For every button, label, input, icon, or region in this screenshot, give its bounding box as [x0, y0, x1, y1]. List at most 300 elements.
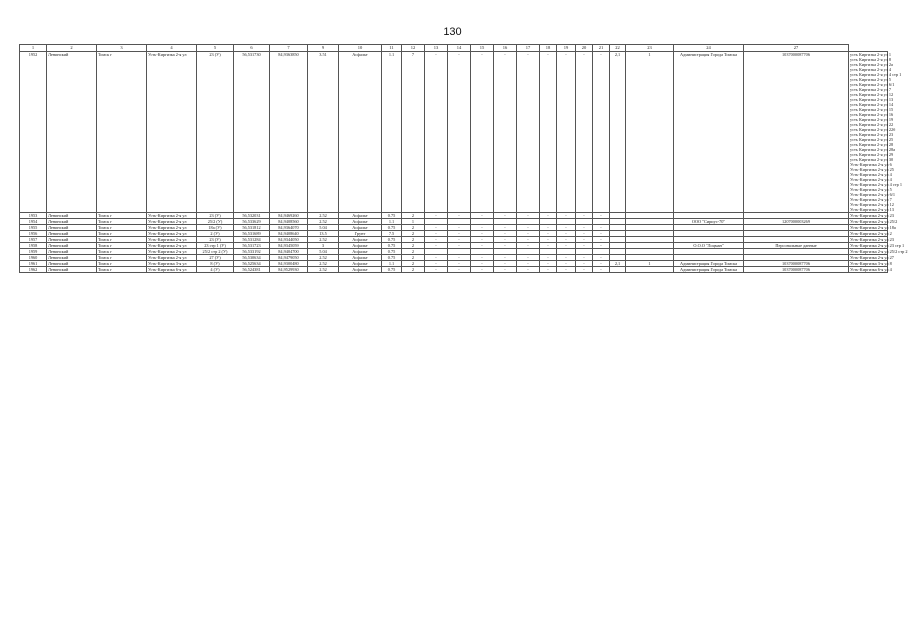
served-addresses-cell: [849, 219, 898, 225]
district-cell: Ленинский: [47, 261, 97, 267]
street-cell: Усть-Киргизка 2-я ул: [147, 249, 197, 255]
house-cell: 4 (У): [197, 267, 234, 273]
dash-cell: -: [471, 52, 494, 213]
dash-cell: -: [494, 237, 517, 243]
district-cell: Ленинский: [47, 225, 97, 231]
surface-cell: Асфальт: [339, 249, 382, 255]
dash-cell: -: [448, 231, 471, 237]
dash-cell: -: [576, 231, 593, 237]
latitude-cell: 56,531812: [234, 225, 270, 231]
table-body: [20, 52, 908, 273]
volume-cell: 2,1: [610, 52, 626, 213]
owner-ogrn-cell: 1037000087706: [744, 52, 849, 213]
longitude-cell: 84,9469260: [270, 213, 308, 219]
dash-cell: -: [471, 261, 494, 267]
container-volume-cell: 0.75: [382, 267, 402, 273]
row-number-cell: 1962: [20, 267, 47, 273]
dash-cell: -: [593, 231, 610, 237]
container-volume-cell: 0.75: [382, 255, 402, 261]
dash-cell: -: [471, 243, 494, 249]
table-row: [20, 52, 888, 213]
container-volume-cell: 1.1: [382, 261, 402, 267]
district-cell: Ленинский: [47, 231, 97, 237]
street-cell: Усть-Киргизка 6-я ул: [147, 267, 197, 273]
house-cell: 18а (У): [197, 225, 234, 231]
dash-cell: -: [425, 225, 448, 231]
latitude-cell: 56,533192: [234, 249, 270, 255]
served-address: усть Киргизка 2-я ул 13: [850, 97, 894, 102]
locality-cell: Томск г: [97, 249, 147, 255]
column-header: 19: [557, 45, 576, 52]
longitude-cell: 84,9363850: [270, 52, 308, 213]
dash-cell: -: [593, 267, 610, 273]
dash-cell: -: [557, 237, 576, 243]
street-cell: Усть-Киргизка 3-я ул: [147, 261, 197, 267]
volume-cell: [610, 267, 626, 273]
served-address: Усть-Киргизка 2-я ул 12: [850, 202, 894, 207]
house-cell: 23 (У): [197, 213, 234, 219]
register-table-container: [19, 44, 908, 273]
count-cell: 1: [626, 261, 674, 267]
row-number-cell: 1956: [20, 231, 47, 237]
dash-cell: -: [425, 231, 448, 237]
served-address: усть Киргизка 2-я ул 23: [850, 132, 894, 137]
dash-cell: -: [576, 213, 593, 219]
dash-cell: -: [494, 231, 517, 237]
house-cell: 23 стр 1 (У): [197, 243, 234, 249]
dash-cell: -: [576, 225, 593, 231]
area-cell: 3.51: [308, 52, 339, 213]
street-cell: Усть-Киргизка 2-я ул: [147, 243, 197, 249]
container-volume-cell: 1.1: [382, 52, 402, 213]
dash-cell: -: [517, 225, 540, 231]
served-address: усть Киргизка 2-я ул 22б: [850, 127, 896, 132]
longitude-cell: 84,9364070: [270, 225, 308, 231]
owner-name-cell: О.О.О "Лоцман": [674, 243, 744, 249]
container-count-cell: 2: [402, 243, 425, 249]
served-address: Усть-Киргизка 2-я ул 6: [850, 162, 892, 167]
row-number-cell: 1953: [20, 213, 47, 219]
served-addresses-cell: [849, 255, 894, 261]
street-cell: Усть-Киргизка 2-я ул: [147, 52, 197, 213]
house-cell: 27 (У): [197, 255, 234, 261]
owner-name-cell: Администрация Города Томска: [674, 52, 744, 213]
area-cell: 2.52: [308, 261, 339, 267]
area-cell: 2.52: [308, 267, 339, 273]
dash-cell: -: [471, 225, 494, 231]
dash-cell: -: [517, 213, 540, 219]
container-count-cell: 7: [402, 52, 425, 213]
dash-cell: -: [540, 213, 557, 219]
district-cell: Ленинский: [47, 255, 97, 261]
served-address: Усть-Киргизка 2-я ул 6/1: [850, 192, 896, 197]
locality-cell: Томск г: [97, 225, 147, 231]
house-cell: 25/2 (У): [197, 219, 234, 225]
page-number: 130: [443, 26, 462, 38]
dash-cell: -: [494, 52, 517, 213]
served-addresses-cell: [849, 261, 892, 267]
served-address: Усть-Киргизка 2-я ул 23 стр 1: [850, 243, 905, 248]
row-number-cell: 1958: [20, 243, 47, 249]
dash-cell: -: [448, 255, 471, 261]
served-address: усть Киргизка 2-я ул 19: [850, 117, 894, 122]
locality-cell: Томск г: [97, 52, 147, 213]
latitude-cell: 56,525634: [234, 261, 270, 267]
dash-cell: -: [557, 267, 576, 273]
surface-cell: Асфальт: [339, 255, 382, 261]
latitude-cell: 56,530634: [234, 255, 270, 261]
dash-cell: -: [593, 255, 610, 261]
dash-cell: -: [517, 243, 540, 249]
dash-cell: -: [540, 243, 557, 249]
area-cell: 2.52: [308, 237, 339, 243]
served-addresses-cell: [849, 237, 894, 243]
register-table: [19, 44, 908, 273]
served-addresses-cell: [849, 231, 892, 237]
column-header: 16: [494, 45, 517, 52]
served-address: Усть-Киргизка 2-я ул 23: [850, 213, 894, 218]
served-address: усть Киргизка 2-я ул 16: [850, 112, 894, 117]
area-cell: 5.04: [308, 225, 339, 231]
house-cell: 25/2 стр 2 (У): [197, 249, 234, 255]
served-address: усть Киргизка 2-я ул 29: [850, 152, 894, 157]
count-cell: 1: [626, 52, 674, 213]
owner-name-cell: Администрация Города Томска: [674, 261, 744, 267]
column-header: 13: [425, 45, 448, 52]
longitude-cell: 84,9345059: [270, 243, 308, 249]
latitude-cell: 56,531689: [234, 231, 270, 237]
container-count-cell: 2: [402, 237, 425, 243]
surface-cell: Асфальт: [339, 219, 382, 225]
dash-cell: -: [576, 255, 593, 261]
dash-cell: -: [471, 237, 494, 243]
district-cell: Ленинский: [47, 243, 97, 249]
longitude-cell: 84,9300480: [270, 261, 308, 267]
locality-cell: Томск г: [97, 213, 147, 219]
column-header: 9: [308, 45, 339, 52]
row-number-cell: 1955: [20, 225, 47, 231]
dash-cell: -: [557, 243, 576, 249]
served-addresses-cell: [849, 52, 903, 213]
dash-cell: -: [448, 261, 471, 267]
dash-cell: -: [593, 261, 610, 267]
dash-cell: -: [593, 213, 610, 219]
volume-cell: 2,1: [610, 261, 626, 267]
column-header: 7: [270, 45, 308, 52]
longitude-cell: 84,9479050: [270, 255, 308, 261]
dash-cell: -: [540, 225, 557, 231]
served-address: усть Киргизка 2-я ул 25: [850, 137, 894, 142]
locality-cell: Томск г: [97, 261, 147, 267]
served-address: Усть-Киргизка 2-я ул 25/2: [850, 219, 898, 224]
dash-cell: -: [576, 237, 593, 243]
served-address: Усть-Киргизка 2-я ул 4: [850, 172, 892, 177]
served-address: Усть-Киргизка 3-я ул 8: [850, 261, 892, 266]
dash-cell: -: [576, 267, 593, 273]
column-header: 21: [593, 45, 610, 52]
area-cell: 13.5: [308, 231, 339, 237]
house-cell: 2 (У): [197, 231, 234, 237]
district-cell: Ленинский: [47, 249, 97, 255]
served-address: Усть-Киргизка 2-я ул 27: [850, 255, 894, 260]
container-count-cell: 1: [402, 219, 425, 225]
district-cell: Ленинский: [47, 267, 97, 273]
latitude-cell: 56,524381: [234, 267, 270, 273]
served-address: усть Киргизка 2-я ул 7: [850, 87, 892, 92]
served-address: Усть-Киргизка 2-я ул 25/2 стр 2: [850, 249, 908, 254]
served-address: усть Киргизка 2-я ул 6/1: [850, 82, 895, 87]
dash-cell: -: [593, 52, 610, 213]
column-header: 4: [147, 45, 197, 52]
area-cell: 2.52: [308, 255, 339, 261]
column-header: 6: [234, 45, 270, 52]
dash-cell: -: [494, 267, 517, 273]
column-header: 15: [471, 45, 494, 52]
house-cell: 23 (У): [197, 237, 234, 243]
container-count-cell: 2: [402, 255, 425, 261]
surface-cell: Асфальт: [339, 243, 382, 249]
served-address: усть Киргизка 2-я ул 28а: [850, 147, 896, 152]
served-address: усть Киргизка 2-я ул 4: [850, 67, 892, 72]
dash-cell: -: [593, 243, 610, 249]
surface-cell: Асфальт: [339, 267, 382, 273]
dash-cell: -: [557, 261, 576, 267]
column-header: 24: [674, 45, 744, 52]
dash-cell: -: [425, 237, 448, 243]
dash-cell: -: [471, 267, 494, 273]
row-number-cell: 1960: [20, 255, 47, 261]
container-volume-cell: 0.75: [382, 225, 402, 231]
dash-cell: -: [540, 52, 557, 213]
served-address: Усть-Киргизка 2-я ул 13: [850, 207, 894, 212]
dash-cell: -: [425, 243, 448, 249]
container-volume-cell: 0.75: [382, 243, 402, 249]
dash-cell: -: [557, 231, 576, 237]
served-address: Усть-Киргизка 2-я ул 5: [850, 187, 892, 192]
served-address: Усть-Киргизка 2-я ул 4: [850, 177, 892, 182]
served-address: Усть-Киргизка 2-я ул 7: [850, 197, 892, 202]
container-volume-cell: 0.75: [382, 237, 402, 243]
dash-cell: -: [425, 213, 448, 219]
locality-cell: Томск г: [97, 255, 147, 261]
table-row: [20, 267, 888, 273]
served-address: Усть-Киргизка 2-я ул 4 стр 1: [850, 182, 903, 187]
dash-cell: -: [425, 255, 448, 261]
dash-cell: -: [517, 255, 540, 261]
longitude-cell: 84,9404700: [270, 249, 308, 255]
container-count-cell: 2: [402, 261, 425, 267]
district-cell: Ленинский: [47, 237, 97, 243]
owner-ogrn-cell: 1037000087706: [744, 267, 849, 273]
dash-cell: -: [557, 225, 576, 231]
dash-cell: -: [448, 52, 471, 213]
locality-cell: Томск г: [97, 267, 147, 273]
longitude-cell: 84,9408560: [270, 219, 308, 225]
column-header: 18: [540, 45, 557, 52]
street-cell: Усть-Киргизка 2-я ул: [147, 213, 197, 219]
dash-cell: -: [448, 213, 471, 219]
surface-cell: Асфальт: [339, 213, 382, 219]
owner-name-cell: ООО "Сириус-70": [674, 219, 744, 225]
street-cell: Усть-Киргизка 2-я ул: [147, 255, 197, 261]
column-header: 12: [402, 45, 425, 52]
dash-cell: -: [425, 267, 448, 273]
dash-cell: -: [576, 261, 593, 267]
served-address: усть Киргизка 2-я ул 8: [850, 57, 892, 62]
container-volume-cell: 1.1: [382, 219, 402, 225]
street-cell: Усть-Киргизка 2-я ул: [147, 237, 197, 243]
served-address: усть Киргизка 2-я ул 30: [850, 157, 894, 162]
served-address: усть Киргизка 2-я ул 2а: [850, 62, 893, 67]
dash-cell: -: [471, 231, 494, 237]
served-addresses-cell: [849, 213, 894, 219]
dash-cell: -: [593, 237, 610, 243]
house-cell: 23 (У): [197, 52, 234, 213]
latitude-cell: 56,532031: [234, 213, 270, 219]
row-number-cell: 1961: [20, 261, 47, 267]
dash-cell: -: [540, 231, 557, 237]
served-address: усть Киргизка 2-я ул 14: [850, 102, 894, 107]
served-addresses-cell: [849, 267, 892, 273]
served-addresses-cell: [849, 225, 896, 231]
container-count-cell: 2: [402, 231, 425, 237]
served-address: усть Киргизка 2-я ул 22: [850, 122, 894, 127]
served-address: усть Киргизка 2-я ул 5: [850, 77, 892, 82]
locality-cell: Томск г: [97, 243, 147, 249]
street-cell: Усть-Киргизка 2-я ул: [147, 219, 197, 225]
dash-cell: -: [494, 213, 517, 219]
container-volume-cell: 0.75: [382, 213, 402, 219]
latitude-cell: 56,533629: [234, 219, 270, 225]
surface-cell: Асфальт: [339, 225, 382, 231]
served-address: усть Киргизка 2-я ул 28: [850, 142, 894, 147]
container-count-cell: 2: [402, 267, 425, 273]
dash-cell: -: [557, 255, 576, 261]
dash-cell: -: [448, 225, 471, 231]
dash-cell: -: [517, 52, 540, 213]
column-header: 14: [448, 45, 471, 52]
column-header: 17: [517, 45, 540, 52]
column-header: 10: [339, 45, 382, 52]
owner-ogrn-cell: 1207000003269: [744, 219, 849, 225]
latitude-cell: 56,531284: [234, 237, 270, 243]
owner-ogrn-cell: Персональные данные: [744, 243, 849, 249]
dash-cell: -: [540, 261, 557, 267]
dash-cell: -: [471, 255, 494, 261]
district-cell: Ленинский: [47, 52, 97, 213]
dash-cell: -: [494, 243, 517, 249]
dash-cell: -: [448, 267, 471, 273]
column-number-row: [20, 45, 888, 52]
area-cell: 3: [308, 243, 339, 249]
container-volume-cell: 0.75: [382, 249, 402, 255]
street-cell: Усть-Киргизка 2-я ул: [147, 225, 197, 231]
longitude-cell: 84,9529930: [270, 267, 308, 273]
dash-cell: -: [517, 237, 540, 243]
container-volume-cell: 7.5: [382, 231, 402, 237]
dash-cell: -: [576, 243, 593, 249]
column-header: 11: [382, 45, 402, 52]
locality-cell: Томск г: [97, 237, 147, 243]
area-cell: 2.52: [308, 219, 339, 225]
dash-cell: -: [448, 243, 471, 249]
row-number-cell: 1954: [20, 219, 47, 225]
dash-cell: -: [593, 225, 610, 231]
column-header: 3: [97, 45, 147, 52]
surface-cell: Асфальт: [339, 237, 382, 243]
dash-cell: -: [557, 52, 576, 213]
dash-cell: -: [517, 267, 540, 273]
row-number-cell: 1957: [20, 237, 47, 243]
column-header: 1: [20, 45, 47, 52]
count-cell: [626, 267, 674, 273]
served-address: усть Киргизка 2-я ул 4 стр 1: [850, 72, 902, 77]
dash-cell: -: [448, 237, 471, 243]
served-address: Усть-Киргизка 2-я ул 18а: [850, 225, 896, 230]
served-addresses-cell: [849, 249, 908, 255]
district-cell: Ленинский: [47, 213, 97, 219]
column-header: 22: [610, 45, 626, 52]
served-address: Усть-Киргизка 2-я ул 23: [850, 237, 894, 242]
row-number-cell: 1959: [20, 249, 47, 255]
column-header: 2: [47, 45, 97, 52]
dash-cell: -: [540, 255, 557, 261]
street-cell: Усть-Киргизка 2-я ул: [147, 231, 197, 237]
latitude-cell: 56,531723: [234, 243, 270, 249]
row-number-cell: 1952: [20, 52, 47, 213]
owner-name-cell: Администрация Города Томска: [674, 267, 744, 273]
surface-cell: Асфальт: [339, 261, 382, 267]
column-header: 23: [626, 45, 674, 52]
house-cell: 8 (У): [197, 261, 234, 267]
dash-cell: -: [494, 255, 517, 261]
container-count-cell: 2: [402, 213, 425, 219]
locality-cell: Томск г: [97, 231, 147, 237]
served-address: Усть-Киргизка 2-я ул 25: [850, 167, 894, 172]
area-cell: 2.52: [308, 213, 339, 219]
latitude-cell: 56,531730: [234, 52, 270, 213]
served-address: Усть-Киргизка 2-я ул 2: [850, 231, 892, 236]
dash-cell: -: [425, 261, 448, 267]
district-cell: Ленинский: [47, 219, 97, 225]
served-address: Усть-Киргизка 6-я ул 4: [850, 267, 892, 272]
dash-cell: -: [576, 52, 593, 213]
column-header: 27: [744, 45, 849, 52]
served-address: усть Киргизка 2-я ул 15: [850, 107, 894, 112]
container-count-cell: 2: [402, 225, 425, 231]
column-header: 5: [197, 45, 234, 52]
area-cell: 5.04: [308, 249, 339, 255]
dash-cell: -: [517, 261, 540, 267]
dash-cell: -: [425, 52, 448, 213]
served-addresses-cell: [849, 243, 905, 249]
dash-cell: -: [494, 225, 517, 231]
dash-cell: -: [517, 231, 540, 237]
locality-cell: Томск г: [97, 219, 147, 225]
column-header: 20: [576, 45, 593, 52]
served-address: усть Киргизка 2-я ул 1: [850, 52, 892, 57]
longitude-cell: 84,9344050: [270, 237, 308, 243]
owner-ogrn-cell: 1037000087706: [744, 261, 849, 267]
dash-cell: -: [494, 261, 517, 267]
dash-cell: -: [557, 213, 576, 219]
dash-cell: -: [471, 213, 494, 219]
container-count-cell: 2: [402, 249, 425, 255]
dash-cell: -: [540, 237, 557, 243]
served-address: усть Киргизка 2-я ул 12: [850, 92, 894, 97]
dash-cell: -: [540, 267, 557, 273]
longitude-cell: 84,9408640: [270, 231, 308, 237]
